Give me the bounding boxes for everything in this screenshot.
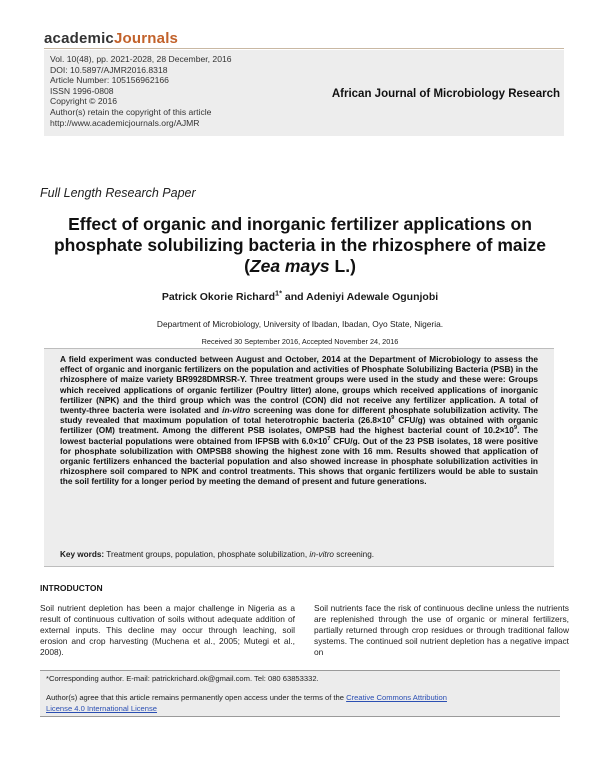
title-species: Zea mays	[249, 256, 330, 276]
meta-article-number: Article Number: 105156962166	[50, 75, 169, 86]
keywords-end: screening.	[334, 550, 375, 559]
abstract-part-3: CFU/g) was obtained with organic fertilizer (OM) treatment. Among the different PSB isolates, OMPSB had the highest bacterial count of 10.2×10	[60, 415, 538, 436]
authors	[40, 288, 560, 303]
abstract-part-5: CFU/g. Out of the 23 PSB isolates, 18 were positive for phosphate solubilization with OMPSB8 showing the highest zone with 16 mm. Results showed that application of organic fertilizers enhanced the bacterial population and also showed increase in phosphate solubilization activities in rhizosphere soil compared to NPK and control treatments. This shows that organic fertilizers would be able to sustain the soil fertility for a longer period by meeting the demand of present and future generations.	[60, 435, 539, 487]
author-2: Adeniyi Adewale Ogunjobi	[306, 291, 439, 303]
abstract-sup-1: 9	[391, 415, 395, 422]
meta-issn: ISSN 1996-0808	[50, 85, 114, 96]
logo-prefix: academic	[44, 30, 114, 47]
intro-left-column: Soil nutrient depletion has been a major challenge in Nigeria as a result of continuous cultivation of soils without adequate addition of external inputs. This decline may occur through leaching, soil erosion and crop harvesting (Muchena et al., 2005; Mutegi et al., 2008).	[40, 603, 295, 657]
intro-heading: INTRODUCTON	[40, 583, 103, 593]
abstract-box	[44, 348, 554, 567]
author-1: Patrick Okorie Richard	[161, 291, 276, 303]
meta-volume: Vol. 10(48), pp. 2021-2028, 28 December, 2016	[50, 54, 232, 64]
license-text: Author(s) agree that this article remains permanently open access under the terms of the	[46, 693, 347, 702]
abstract-part-2: screening was done for different phosphate solubilization activity. The study revealed that maximum population of total heterotrophic bacteria (26.8×10	[60, 405, 538, 426]
title-part2: L.)	[329, 256, 356, 276]
received-accepted-dates: Received 30 September 2016, Accepted November 24, 2016	[201, 337, 399, 346]
keywords-italic: in-vitro	[309, 550, 334, 559]
meta-url[interactable]: http://www.academicjournals.org/AJMR	[50, 117, 200, 128]
keywords-text: Treatment groups, population, phosphate solubilization,	[104, 550, 310, 559]
meta-rights: Author(s) retain the copyright of this article	[50, 106, 212, 117]
abstract-sup-2: 9	[513, 425, 518, 432]
abstract-italic: in-vitro	[222, 405, 251, 416]
author-1-sup: 1*	[275, 288, 282, 298]
license-link-b[interactable]: License 4.0 International License	[46, 704, 158, 713]
meta-copyright: Copyright © 2016	[50, 96, 118, 107]
abstract-part-4: . The lowest bacterial populations were obtained from IFPSB with 6.0×10	[60, 425, 538, 446]
corresponding-author: *Corresponding author. E-mail: patrickrichard.ok@gmail.com. Tel: 080 63853332.	[46, 674, 319, 683]
license-line-2	[46, 704, 157, 713]
abstract-sup-3: 7	[327, 435, 331, 442]
meta-doi: DOI: 10.5897/AJMR2016.8318	[50, 64, 168, 75]
paper-type: Full Length Research Paper	[40, 186, 196, 200]
abstract-part-1: A field experiment was conducted between August and October, 2014 at the Department of Microbiology to assess the effect of organic and inorganic fertilizers on the population and activities of Phosphate Solubilizing Bacteria (PSB) in the rhizosphere of maize variety BR9928DMRSR-Y. Three treatment groups were used in the study and these were: Groups which received applications of organic fertilizer (Poultry litter) alone, groups which received applications of inorganic fertilizer (NPK) and the third group which was the control (CON) did not receive any fertilizer application. A total of twenty-three bacteria were isolated and	[60, 354, 538, 416]
journal-name: African Journal of Microbiology Research	[331, 88, 560, 100]
article-meta	[50, 54, 232, 128]
license-line	[46, 693, 447, 702]
keywords-label: Key words:	[60, 550, 105, 559]
abstract-text	[60, 354, 538, 487]
logo-suffix: Journals	[113, 30, 179, 47]
license-link-a[interactable]: Creative Commons Attribution	[346, 693, 447, 702]
paper-title	[40, 214, 560, 277]
affiliation: Department of Microbiology, University of Ibadan, Ibadan, Oyo State, Nigeria.	[156, 319, 444, 329]
intro-right-column: Soil nutrients face the risk of continuous decline unless the nutrients are replenished through the use of organic or mineral fertilizers, partially returned through crop residues or through traditional fallow systems. The continued soil nutrient depletion has a negative impact on	[314, 603, 569, 657]
footer-box	[40, 670, 560, 717]
author-join: and	[282, 291, 307, 303]
logo-rule	[44, 48, 564, 49]
keywords	[60, 550, 538, 559]
header-box	[44, 50, 564, 136]
journal-logo	[44, 30, 178, 47]
title-part1: Effect of organic and inorganic fertilizer applications on phosphate solubilizing bacteria in the rhizosphere of maize (	[53, 214, 547, 276]
